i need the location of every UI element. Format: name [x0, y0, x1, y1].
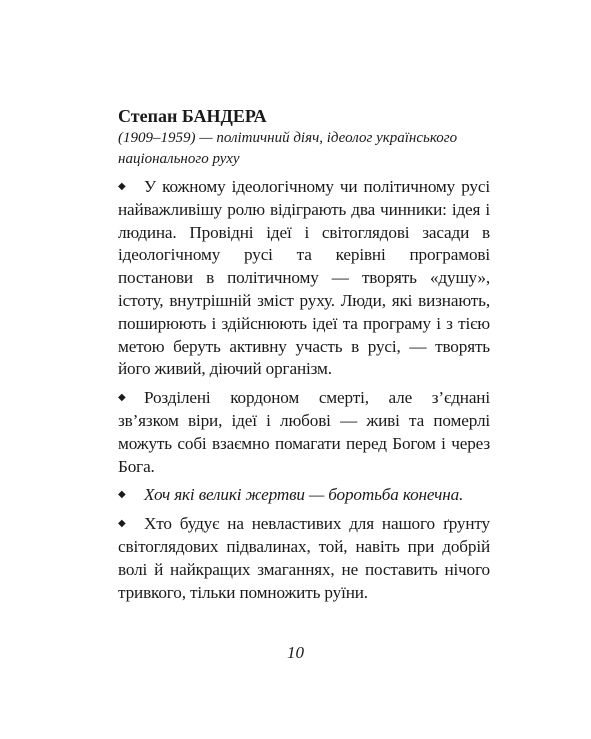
diamond-bullet-icon: ◆ — [118, 392, 126, 404]
quote-1 — [118, 176, 490, 381]
author-last-name: БАНДЕРА — [181, 106, 267, 126]
diamond-bullet-icon: ◆ — [118, 181, 126, 192]
quote-3 — [118, 484, 490, 507]
author-first-name: Степан — [118, 106, 178, 126]
quote-text: Розділені кордоном смерті, але з’єднані зв’язком віри, ідеї і любові — живі та померлі можуть собі взаємно помагати перед Богом і через Бога. — [118, 388, 490, 476]
page-number: 10 — [287, 643, 304, 662]
quote-text: У кожному ідеологічному чи політичному русі найважливішу ролю відіграють два чинники: ідея і людина. Провідні ідеї і світоглядові засади в ідеологічному русі та керівні програмові постанови в політичному — творять «душу», істоту, внутрішній зміст руху. Люди, які визнають, поширюють і здійснюють ідеї та програму і з тією метою беруть активну участь в русі, — творять його живий, діючий організм. — [118, 177, 490, 379]
diamond-bullet-icon: ◆ — [118, 518, 126, 530]
diamond-bullet-icon: ◆ — [118, 489, 126, 501]
author-description: (1909–1959) — політичний діяч, ідеолог українського національного руху — [118, 130, 458, 167]
quote-2 — [118, 387, 490, 478]
quote-text: Хоч які великі жертви — боротьба конечна. — [144, 485, 464, 505]
page-content — [118, 104, 490, 610]
quote-4 — [118, 513, 490, 604]
quote-text: Хто будує на невластивих для нашого ґрунту світоглядових підвалинах, той, навіть при добрій волі й найкращих змаганнях, не поставить нічого тривкого, тільки помножить руїни. — [118, 514, 490, 602]
author-heading — [118, 104, 490, 128]
